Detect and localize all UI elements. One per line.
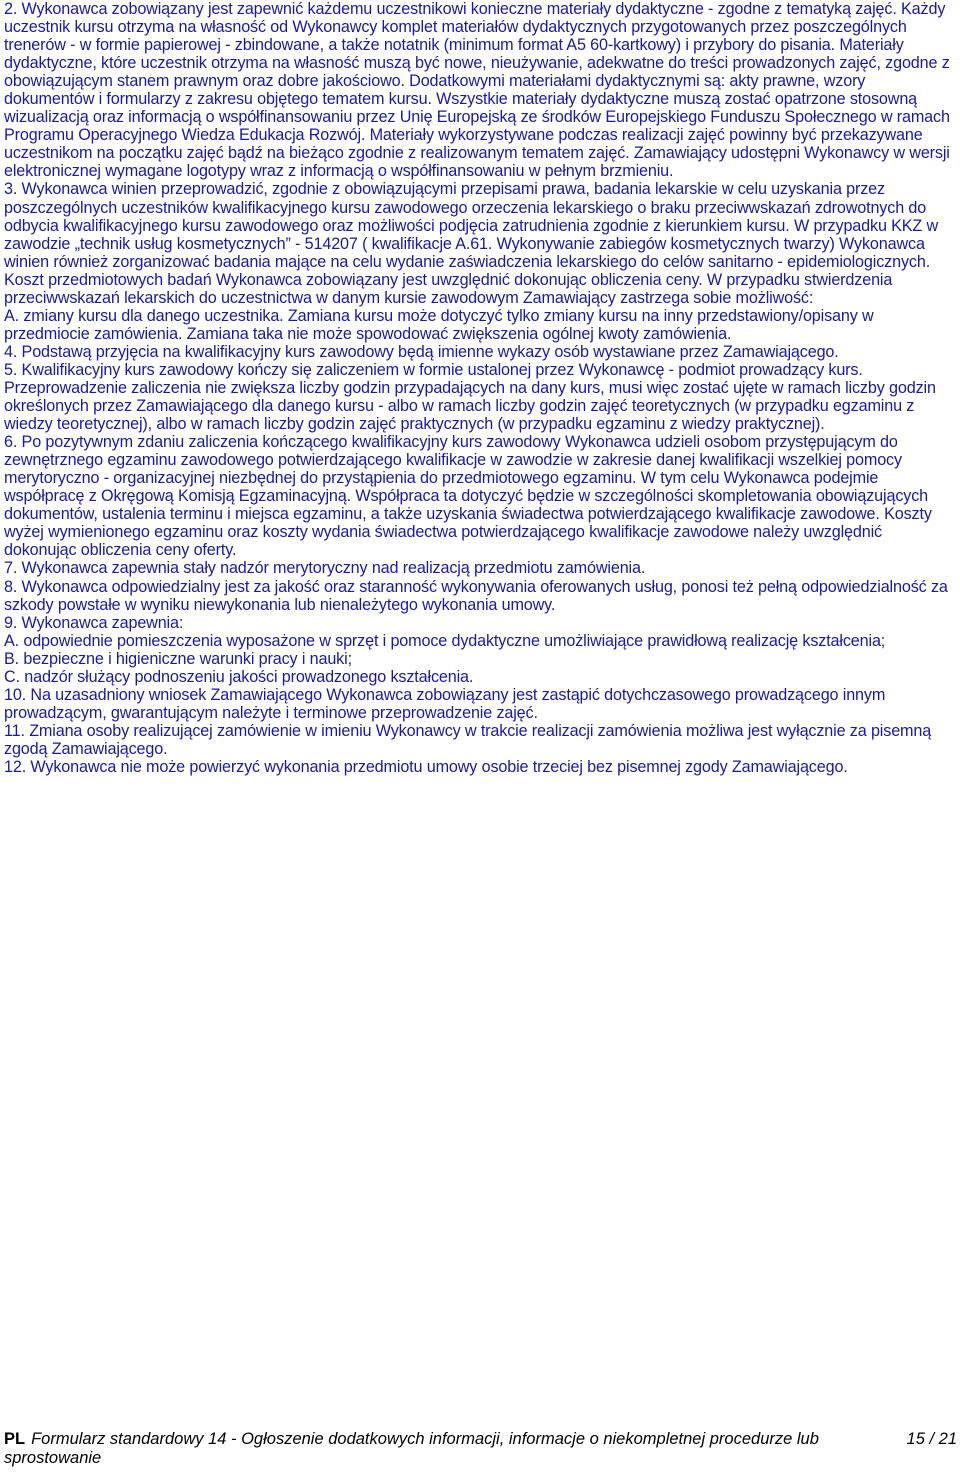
document-body: [4, 0, 957, 776]
page-footer: [4, 1430, 957, 1470]
paragraph-9c: C. nadzór służący podnoszeniu jakości prowadzonego kształcenia.: [4, 667, 474, 686]
paragraph-6: 6. Po pozytywnym zdaniu zaliczenia kończącego kwalifikacyjny kurs zawodowy Wykonawca udzieli osobom przystępującym do zewnętrznego egzaminu zawodowego potwierdzającego kwalifikacje w zawodzie w zakresie danej kwalifikacji wszelkiej pomocy merytoryczno - organizacyjnej niezbędnej do przystąpienia do przedmiotowego egzaminu. W tym celu Wykonawca podejmie współpracę z Okręgową Komisją Egzaminacyjną. Współpraca ta dotyczyć będzie w szczególności skompletowania obowiązujących dokumentów, ustalenia terminu i miejsca egzaminu, a także uzyskania świadectwa potwierdzającego kwalifikacje zawodowe. Koszty wyżej wymienionego egzaminu oraz koszty wydania świadectwa potwierdzającego kwalifikacje zawodowe należy uwzględnić dokonując obliczenia ceny oferty.: [4, 433, 932, 560]
footer-form-title: Formularz standardowy 14 - Ogłoszenie dodatkowych informacji, informacje o niekompletnej procedurze lub sprostowanie: [4, 1430, 819, 1467]
paragraph-3a: A. zmiany kursu dla danego uczestnika. Zamiana kursu może dotyczyć tylko zmiany kursu na inny przedstawiony/opisany w przedmiocie zamówienia. Zamiana taka nie może spowodować zwiększenia ogólnej kwoty zamówienia.: [4, 306, 874, 343]
paragraph-12: 12. Wykonawca nie może powierzyć wykonania przedmiotu umowy osobie trzeciej bez pisemnej zgody Zamawiającego.: [4, 757, 848, 776]
paragraph-9: 9. Wykonawca zapewnia:: [4, 613, 184, 632]
paragraph-10: 10. Na uzasadniony wniosek Zamawiającego Wykonawca zobowiązany jest zastąpić dotychczasowego prowadzącego innym prowadzącym, gwarantującym należyte i terminowe przeprowadzenie zajęć.: [4, 685, 886, 722]
paragraph-2: 2. Wykonawca zobowiązany jest zapewnić każdemu uczestnikowi konieczne materiały dydaktyczne - zgodne z tematyką zajęć. Każdy uczestnik kursu otrzyma na własność od Wykonawcy komplet materiałów dydaktycznych przygotowanych przez poszczególnych trenerów - w formie papierowej - zbindowane, a także notatnik (minimum format A5 60-kartkowy) i przybory do pisania. Materiały dydaktyczne, które uczestnik otrzyma na własność muszą być nowe, nieużywanie, adekwatne do treści prowadzonych zajęć, zgodne z obowiązującym stanem prawnym oraz dobre jakościowo. Dodatkowymi materiałami dydaktycznymi są: akty prawne, wzory dokumentów i formularzy z zakresu objętego tematem kursu. Wszystkie materiały dydaktyczne muszą zostać opatrzone stosowną wizualizacją oraz informacją o współfinansowaniu przez Unię Europejską ze środków Europejskiego Funduszu Społecznego w ramach Programu Operacyjnego Wiedza Edukacja Rozwój. Materiały wykorzystywane podczas realizacji zajęć powinny być przekazywane uczestnikom na początku zajęć bądź na bieżąco zgodnie z realizowanym tematem zajęć. Zamawiający udostępni Wykonawcy w wersji elektronicznej wymagane logotypy wraz z informacją o współfinansowaniu w pełnym brzmieniu.: [4, 0, 950, 181]
paragraph-4: 4. Podstawą przyjęcia na kwalifikacyjny kurs zawodowy będą imienne wykazy osób wystawiane przez Zamawiającego.: [4, 342, 839, 361]
paragraph-9a: A. odpowiednie pomieszczenia wyposażone w sprzęt i pomoce dydaktyczne umożliwiające prawidłową realizację kształcenia;: [4, 631, 886, 650]
paragraph-5: 5. Kwalifikacyjny kurs zawodowy kończy się zaliczeniem w formie ustalonej przez Wykonawcę - podmiot prowadzący kurs. Przeprowadzenie zaliczenia nie zwiększa liczby godzin przypadających na dany kurs, musi więc zostać ujęte w ramach liczby godzin określonych przez Zamawiającego dla danego kursu - albo w ramach liczby godzin zajęć teoretycznych (w przypadku egzaminu z wiedzy teoretycznej), albo w ramach liczby godzin zajęć praktycznych (w przypadku egzaminu z wiedzy praktycznej).: [4, 360, 936, 434]
footer-page-number: 15 / 21: [906, 1430, 957, 1448]
footer-form-info: [4, 1430, 884, 1468]
paragraph-8: 8. Wykonawca odpowiedzialny jest za jakość oraz staranność wykonywania oferowanych usług, ponosi też pełną odpowiedzialność za szkody powstałe w wyniku niewykonania lub nienależytego wykonania umowy.: [4, 577, 948, 614]
footer-country-code: PL: [4, 1430, 26, 1448]
paragraph-9b: B. bezpieczne i higieniczne warunki pracy i nauki;: [4, 649, 352, 668]
paragraph-11: 11. Zmiana osoby realizującej zamówienie w imieniu Wykonawcy w trakcie realizacji zamówienia możliwa jest wyłącznie za pisemną zgodą Zamawiającego.: [4, 721, 932, 758]
paragraph-7: 7. Wykonawca zapewnia stały nadzór merytoryczny nad realizacją przedmiotu zamówienia.: [4, 559, 646, 578]
paragraph-3: 3. Wykonawca winien przeprowadzić, zgodnie z obowiązującymi przepisami prawa, badania lekarskie w celu uzyskania przez poszczególnych uczestników kwalifikacyjnego kursu zawodowego orzeczenia lekarskiego o braku przeciwwskazań zdrowotnych do odbycia kwalifikacyjnego kursu zawodowego oraz możliwości podjęcia zatrudnienia zgodnie z kierunkiem kursu. W przypadku KKZ w zawodzie „technik usług kosmetycznych” - 514207 ( kwalifikacje A.61. Wykonywanie zabiegów kosmetycznych twarzy) Wykonawca winien również zorganizować badania mające na celu wydanie zaświadczenia lekarskiego do celów sanitarno - epidemiologicznych. Koszt przedmiotowych badań Wykonawca zobowiązany jest uwzględnić dokonując obliczenia ceny. W przypadku stwierdzenia przeciwwskazań lekarskich do uczestnictwa w danym kursie zawodowym Zamawiający zastrzega sobie możliwość:: [4, 180, 939, 307]
